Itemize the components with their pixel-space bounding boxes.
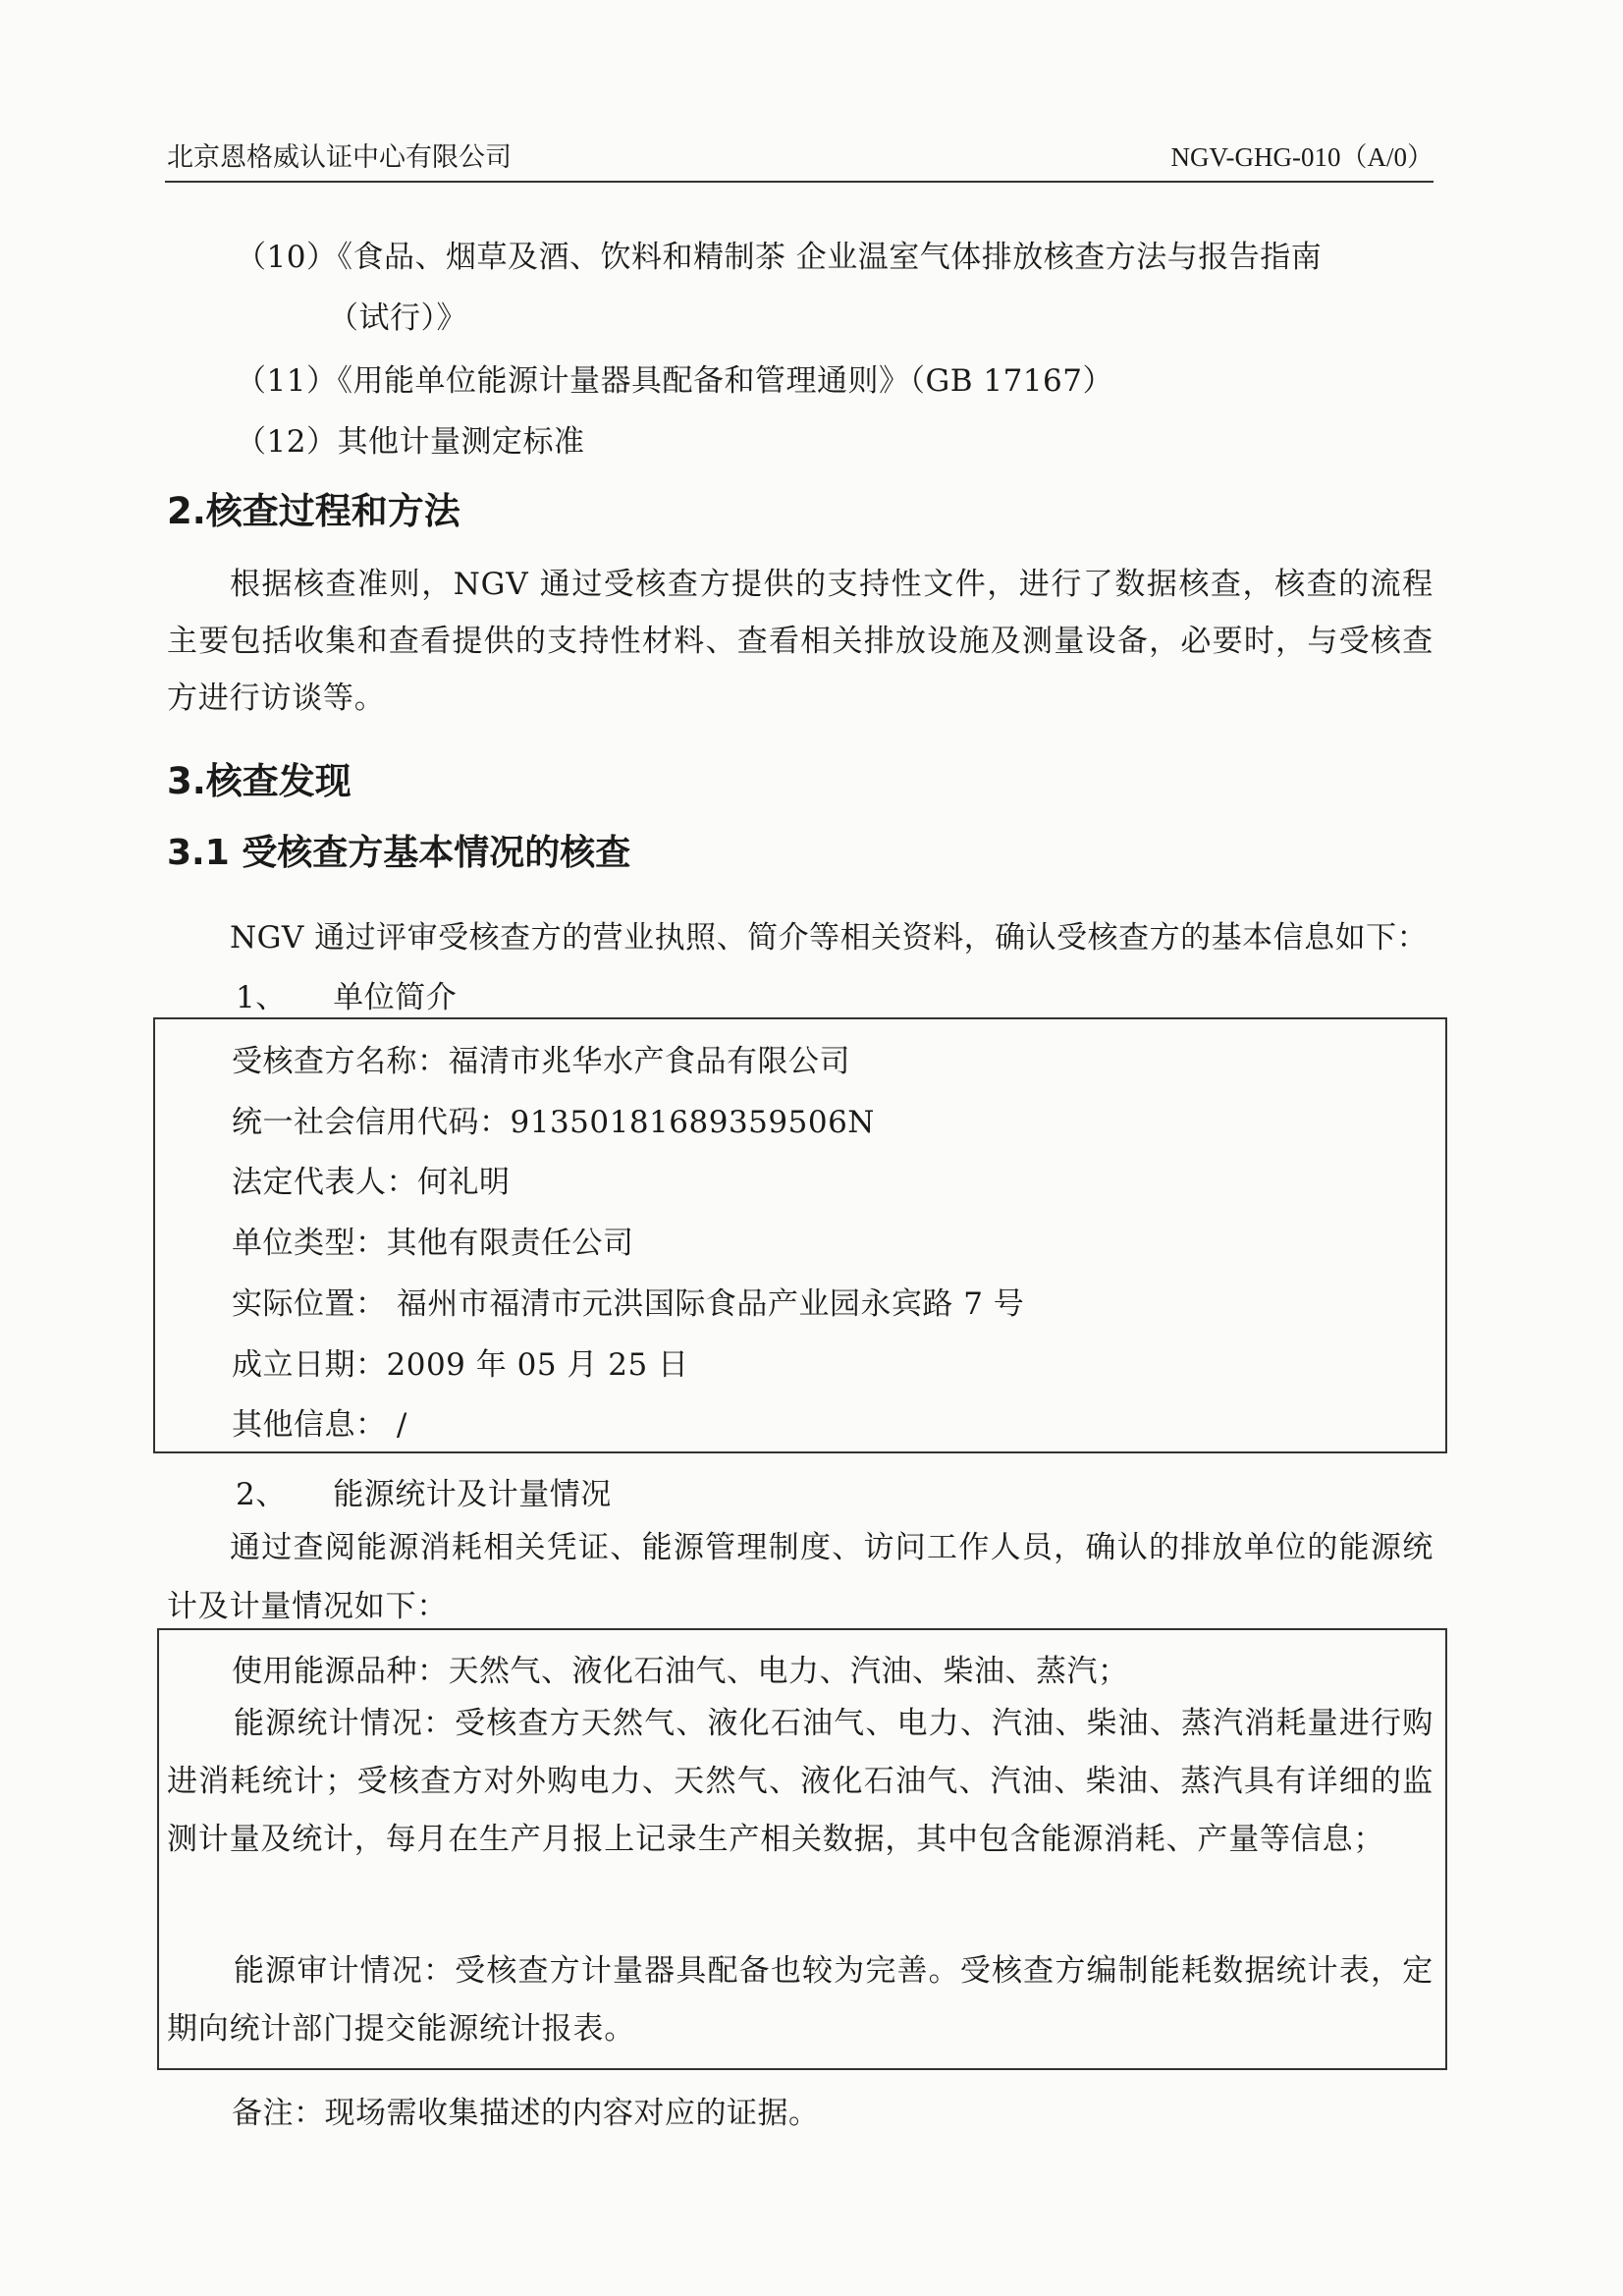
energy-types: 使用能源品种：天然气、液化石油气、电力、汽油、柴油、蒸汽； <box>232 1654 1129 1689</box>
header-divider <box>165 181 1434 183</box>
unit-name: 受核查方名称：福清市兆华水产食品有限公司 <box>232 1044 850 1079</box>
reference-11: （11）《用能单位能源计量器具配备和管理通则》（GB 17167） <box>236 363 1113 399</box>
other-info: 其他信息： / <box>232 1407 407 1443</box>
section-3-1-intro: NGV 通过评审受核查方的营业执照、简介等相关资料，确认受核查方的基本信息如下： <box>230 920 1429 956</box>
document-code: NGV-GHG-010（A/0） <box>1170 142 1434 172</box>
item-1-label: 1、 单位简介 <box>236 980 458 1015</box>
legal-representative: 法定代表人：何礼明 <box>232 1165 511 1200</box>
reference-10-line2: （试行）》 <box>328 301 467 336</box>
reference-12: （12）其他计量测定标准 <box>236 424 585 460</box>
energy-info-box <box>157 1628 1447 2070</box>
unit-info-box <box>153 1017 1447 1453</box>
section-3-1-title: 3.1 受核查方基本情况的核查 <box>167 833 631 873</box>
remark: 备注：现场需收集描述的内容对应的证据。 <box>232 2096 820 2131</box>
credit-code: 统一社会信用代码：91350181689359506N <box>232 1105 875 1140</box>
item-2-label: 2、 能源统计及计量情况 <box>236 1477 612 1512</box>
reference-10-line1: （10）《食品、烟草及酒、饮料和精制茶 企业温室气体排放核查方法与报告指南 <box>236 240 1323 275</box>
company-name: 北京恩格威认证中心有限公司 <box>167 142 512 173</box>
unit-type: 单位类型：其他有限责任公司 <box>232 1226 634 1261</box>
actual-location: 实际位置： 福州市福清市元洪国际食品产业园永宾路 7 号 <box>232 1286 1025 1322</box>
energy-statistics: 能源统计情况：受核查方天然气、液化石油气、电力、汽油、柴油、蒸汽消耗量进行购进消耗统计；受核查方对外购电力、天然气、液化石油气、汽油、柴油、蒸汽具有详细的监测计量及统计，每月在生产月报上记录生产相关数据，其中包含能源消耗、产量等信息； <box>167 1706 1434 1857</box>
establish-date: 成立日期：2009 年 05 月 25 日 <box>232 1347 689 1383</box>
item-2-intro: 通过查阅能源消耗相关凭证、能源管理制度、访问工作人员，确认的排放单位的能源统计及计量情况如下： <box>167 1530 1434 1624</box>
energy-audit: 能源审计情况：受核查方计量器具配备也较为完善。受核查方编制能耗数据统计表，定期向统计部门提交能源统计报表。 <box>167 1953 1434 2047</box>
section-3-title: 3.核查发现 <box>167 760 352 802</box>
section-2-title: 2.核查过程和方法 <box>167 490 460 532</box>
section-2-paragraph: 根据核查准则，NGV 通过受核查方提供的支持性文件，进行了数据核查，核查的流程主要包括收集和查看提供的支持性材料、查看相关排放设施及测量设备，必要时，与受核查方进行访谈等。 <box>167 567 1434 716</box>
